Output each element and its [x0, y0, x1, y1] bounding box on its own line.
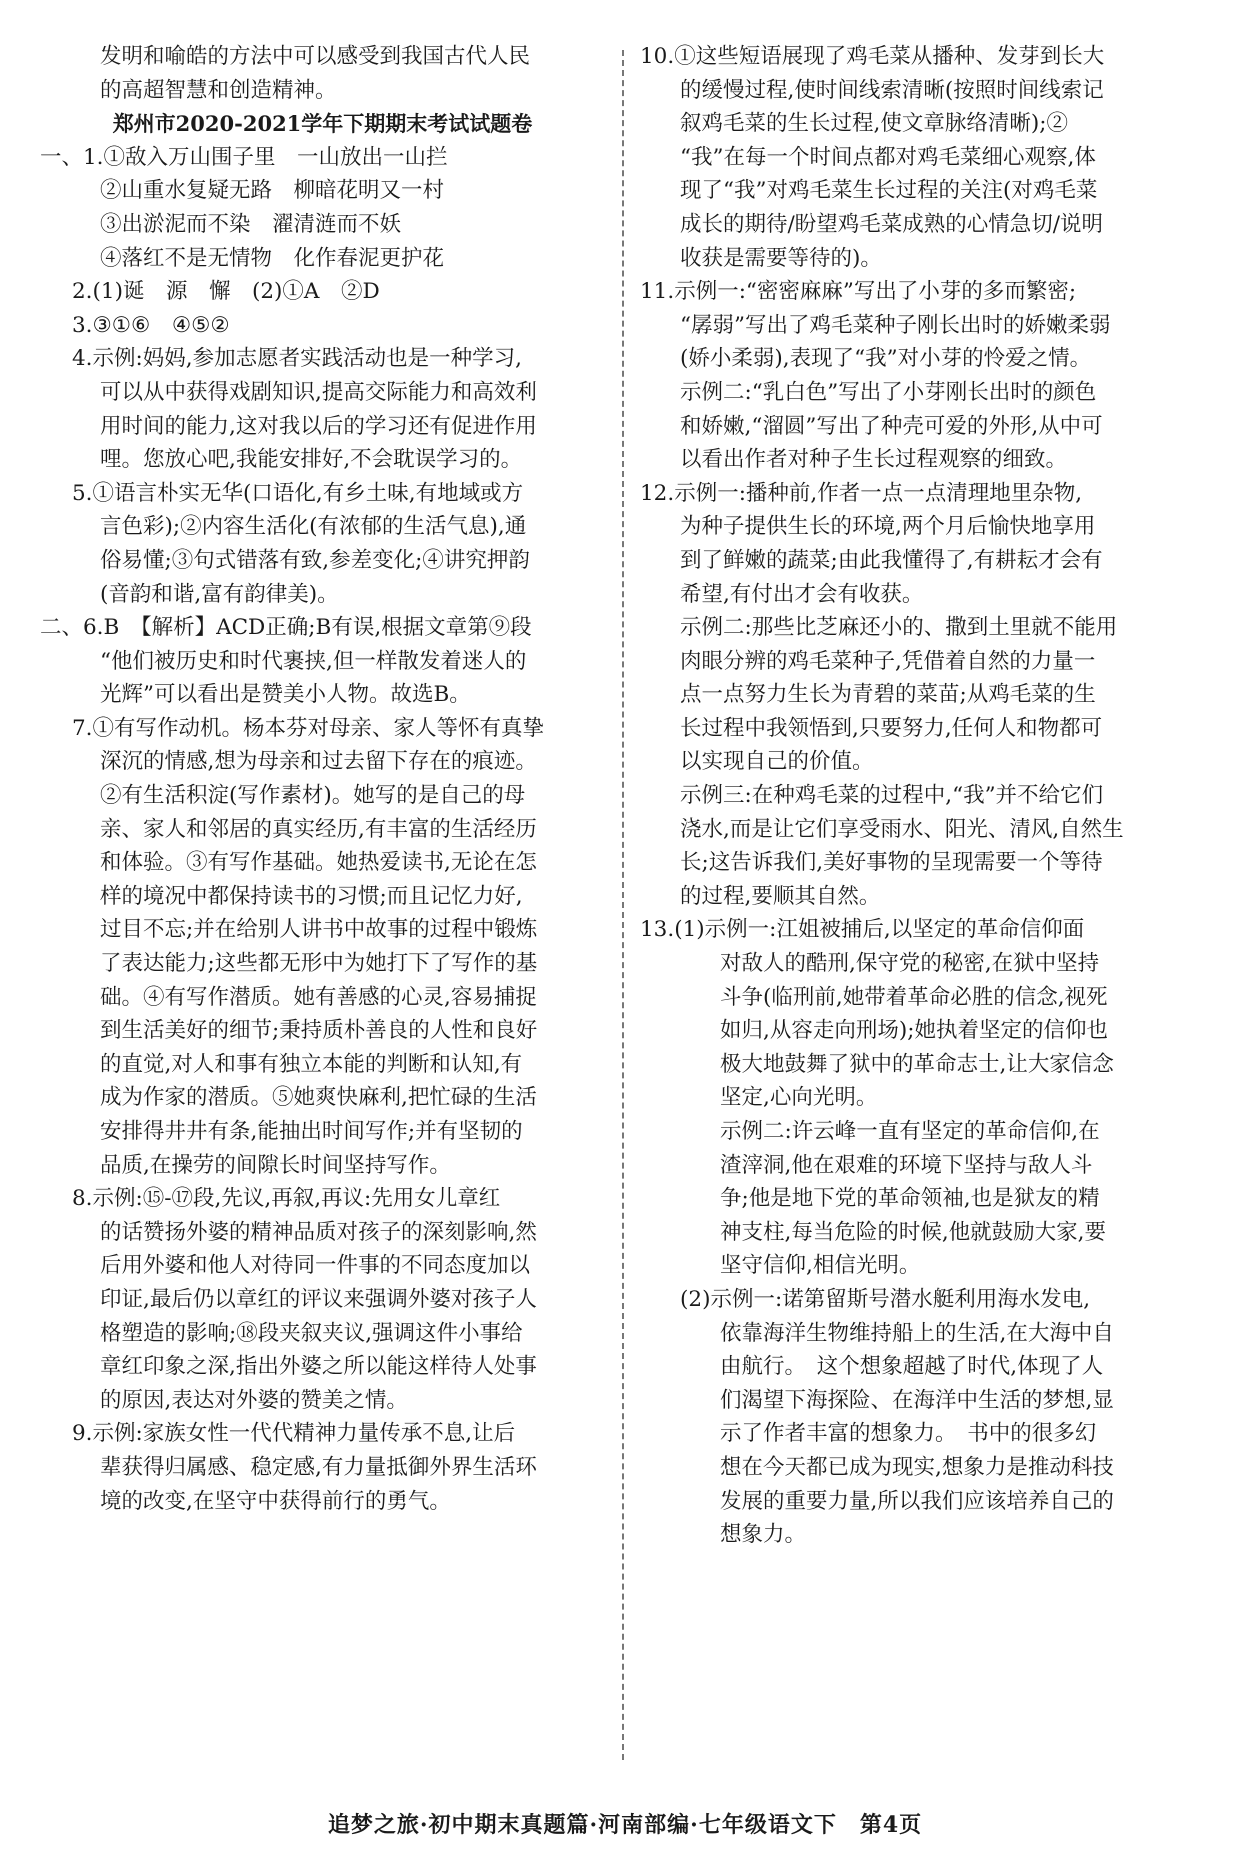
- text-line: 9.示例:家族女性一代代精神力量传承不息,让后: [72, 1421, 516, 1447]
- text-line: 想象力。: [720, 1522, 807, 1548]
- text-line: 由航行。 这个想象超越了时代,体现了人: [720, 1354, 1104, 1380]
- section-title: 郑州市2020-2021学年下期期末考试试题卷: [112, 111, 533, 137]
- text-line: 光辉”可以看出是赞美小人物。故选B。: [100, 682, 471, 708]
- text-line: “我”在每一个时间点都对鸡毛菜细心观察,体: [680, 144, 1096, 170]
- text-line: 成为作家的潜质。⑤她爽快麻利,把忙碌的生活: [100, 1085, 537, 1111]
- text-line: 到了鲜嫩的蔬菜;由此我懂得了,有耕耘才会有: [680, 547, 1103, 573]
- text-line: 4.示例:妈妈,参加志愿者实践活动也是一种学习,: [72, 346, 522, 372]
- text-line: 对敌人的酷刑,保守党的秘密,在狱中坚持: [720, 951, 1100, 977]
- text-line: 以看出作者对种子生长过程观察的细致。: [680, 447, 1068, 473]
- text-line: 二、6.B 【解析】ACD正确;B有误,根据文章第⑨段: [40, 615, 532, 641]
- text-line: 2.(1)诞 源 懈 (2)①A ②D: [72, 279, 380, 305]
- text-line: 础。④有写作潜质。她有善感的心灵,容易捕捉: [100, 984, 537, 1010]
- text-line: 12.示例一:播种前,作者一点一点清理地里杂物,: [640, 480, 1083, 506]
- text-line: ②山重水复疑无路 柳暗花明又一村: [100, 178, 445, 204]
- left-column: [40, 40, 605, 1518]
- text-line: 成长的期待/盼望鸡毛菜成熟的心情急切/说明: [680, 211, 1103, 237]
- text-line: 过目不忘;并在给别人讲书中故事的过程中锻炼: [100, 917, 538, 943]
- text-line: 为种子提供生长的环境,两个月后愉快地享用: [680, 514, 1096, 540]
- text-line: ②有生活积淀(写作素材)。她写的是自己的母: [100, 783, 526, 809]
- text-line: 发明和喻皓的方法中可以感受到我国古代人民: [100, 44, 531, 69]
- text-line: 如归,从容走向刑场);她执着坚定的信仰也: [720, 1018, 1108, 1044]
- text-line: 坚定,心向光明。: [720, 1085, 878, 1111]
- text-line: 言色彩);②内容生活化(有浓郁的生活气息),通: [100, 514, 527, 540]
- text-line: 的直觉,对人和事有独立本能的判断和认知,有: [100, 1051, 523, 1077]
- text-line: 示例三:在种鸡毛菜的过程中,“我”并不给它们: [680, 783, 1104, 809]
- text-line: 长;这告诉我们,美好事物的呈现需要一个等待: [680, 850, 1103, 876]
- text-line: 印证,最后仍以章红的评议来强调外婆对孩子人: [100, 1286, 537, 1312]
- text-line: 俗易懂;③句式错落有致,参差变化;④讲究押韵: [100, 547, 530, 573]
- text-line: “他们被历史和时代裹挟,但一样散发着迷人的: [100, 648, 527, 674]
- text-line: 章红印象之深,指出外婆之所以能这样待人处事: [100, 1354, 537, 1380]
- text-line: 5.①语言朴实无华(口语化,有乡土味,有地域或方: [72, 480, 524, 506]
- text-line: 和体验。③有写作基础。她热爱读书,无论在怎: [100, 850, 537, 876]
- text-line: 8.示例:⑮-⑰段,先议,再叙,再议:先用女儿章红: [72, 1186, 501, 1212]
- text-line: 的缓慢过程,使时间线索清晰(按照时间线索记: [680, 77, 1104, 103]
- text-line: 肉眼分辨的鸡毛菜种子,凭借着自然的力量一: [680, 648, 1096, 674]
- page-footer: 追梦之旅·初中期末真题篇·河南部编·七年级语文下 第4页: [327, 1812, 923, 1838]
- text-line: 长过程中我领悟到,只要努力,任何人和物都可: [680, 715, 1103, 741]
- column-divider: [622, 50, 624, 1760]
- text-line: (音韵和谐,富有韵律美)。: [100, 581, 339, 607]
- text-line: 以实现自己的价值。: [680, 749, 874, 775]
- text-line: 希望,有付出才会有收获。: [680, 581, 924, 607]
- text-line: 极大地鼓舞了狱中的革命志士,让大家信念: [720, 1051, 1114, 1077]
- text-line: 一、1.①敌入万山围子里 一山放出一山拦: [40, 144, 448, 170]
- text-line: 10.①这些短语展现了鸡毛菜从播种、发芽到长大: [640, 44, 1105, 69]
- text-line: 后用外婆和他人对待同一件事的不同态度加以: [100, 1253, 531, 1279]
- right-column: [640, 40, 1220, 1552]
- text-line: 品质,在操劳的间隙长时间坚持写作。: [100, 1152, 451, 1178]
- text-line: ④落红不是无情物 化作春泥更护花: [100, 245, 445, 271]
- text-line: (娇小柔弱),表现了“我”对小芽的怜爱之情。: [680, 346, 1092, 372]
- text-line: 哩。您放心吧,我能安排好,不会耽误学习的。: [100, 447, 523, 473]
- text-line: 发展的重要力量,所以我们应该培养自己的: [720, 1488, 1114, 1514]
- text-line: 示例二:许云峰一直有坚定的革命信仰,在: [720, 1119, 1100, 1144]
- text-line: 13.(1)示例一:江姐被捕后,以坚定的革命信仰面: [640, 917, 1085, 943]
- text-line: 示了作者丰富的想象力。 书中的很多幻: [720, 1421, 1097, 1447]
- text-line: 斗争(临刑前,她带着革命必胜的信念,视死: [720, 984, 1108, 1010]
- text-line: 叙鸡毛菜的生长过程,使文章脉络清晰);②: [680, 111, 1068, 137]
- text-line: 神支柱,每当危险的时候,他就鼓励大家,要: [720, 1219, 1107, 1245]
- text-line: 坚守信仰,相信光明。: [720, 1253, 921, 1279]
- text-line: 示例二:那些比芝麻还小的、撒到土里就不能用: [680, 615, 1118, 641]
- text-line: 11.示例一:“密密麻麻”写出了小芽的多而繁密;: [640, 279, 1077, 305]
- text-line: 的话赞扬外婆的精神品质对孩子的深刻影响,然: [100, 1219, 537, 1245]
- text-line: 可以从中获得戏剧知识,提高交际能力和高效利: [100, 379, 537, 405]
- text-line: “孱弱”写出了鸡毛菜种子刚长出时的娇嫩柔弱: [680, 312, 1111, 338]
- text-line: 和娇嫩,“溜圆”写出了种壳可爱的外形,从中可: [680, 413, 1103, 439]
- text-line: 浇水,而是让它们享受雨水、阳光、清风,自然生: [680, 816, 1124, 842]
- text-line: 们渴望下海探险、在海洋中生活的梦想,显: [720, 1387, 1114, 1413]
- text-line: 格塑造的影响;⑱段夹叙夹议,强调这件小事给: [100, 1320, 523, 1346]
- text-line: 亲、家人和邻居的真实经历,有丰富的生活经历: [100, 816, 537, 842]
- text-line: 示例二:“乳白色”写出了小芽刚长出时的颜色: [680, 379, 1097, 405]
- text-line: ③出淤泥而不染 濯清涟而不妖: [100, 211, 402, 237]
- text-line: 深沉的情感,想为母亲和过去留下存在的痕迹。: [100, 749, 537, 775]
- text-line: 现了“我”对鸡毛菜生长过程的关注(对鸡毛菜: [680, 178, 1098, 204]
- text-line: 的高超智慧和创造精神。: [100, 77, 337, 103]
- text-line: 辈获得归属感、稳定感,有力量抵御外界生活环: [100, 1454, 537, 1480]
- text-line: 用时间的能力,这对我以后的学习还有促进作用: [100, 413, 537, 439]
- text-line: 想在今天都已成为现实,想象力是推动科技: [720, 1454, 1114, 1480]
- text-line: 点一点努力生长为青碧的菜苗;从鸡毛菜的生: [680, 682, 1096, 708]
- text-line: 境的改变,在坚守中获得前行的勇气。: [100, 1488, 451, 1514]
- text-line: 争;他是地下党的革命领袖,也是狱友的精: [720, 1186, 1100, 1212]
- text-line: (2)示例一:诺第留斯号潜水艇利用海水发电,: [680, 1286, 1091, 1312]
- text-line: 了表达能力;这些都无形中为她打下了写作的基: [100, 951, 538, 977]
- text-line: 样的境况中都保持读书的习惯;而且记忆力好,: [100, 883, 523, 909]
- text-line: 收获是需要等待的)。: [680, 245, 882, 271]
- text-line: 到生活美好的细节;秉持质朴善良的人性和良好: [100, 1018, 538, 1044]
- text-line: 安排得井井有条,能抽出时间写作;并有坚韧的: [100, 1119, 523, 1144]
- text-line: 7.①有写作动机。杨本芬对母亲、家人等怀有真挚: [72, 715, 545, 741]
- text-line: 3.③①⑥ ④⑤②: [72, 312, 230, 338]
- text-line: 的原因,表达对外婆的赞美之情。: [100, 1387, 408, 1413]
- text-line: 渣滓洞,他在艰难的环境下坚持与敌人斗: [720, 1152, 1093, 1178]
- text-line: 依靠海洋生物维持船上的生活,在大海中自: [720, 1320, 1114, 1346]
- text-line: 的过程,要顺其自然。: [680, 883, 881, 909]
